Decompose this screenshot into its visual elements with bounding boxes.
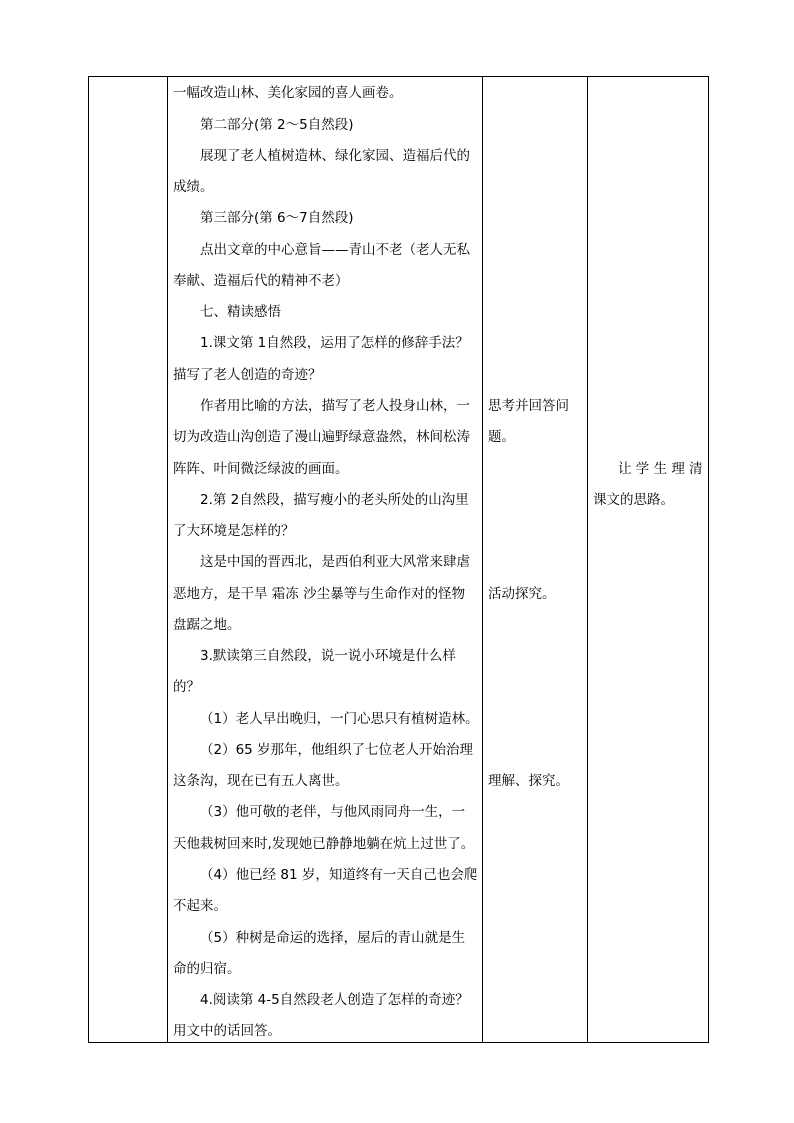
section-heading: 七、精读感悟: [200, 304, 281, 320]
student-activity-cell: [483, 77, 588, 1043]
answer-line: （5）种树是命运的选择，屋后的青山就是生: [200, 930, 466, 946]
content-line: 成绩。: [173, 179, 214, 195]
answer-line: 阵阵、叶间微泛绿波的画面。: [173, 461, 349, 477]
answer-line: （3）他可敬的老伴，与他风雨同舟一生，一: [200, 804, 466, 820]
content-line: 展现了老人植树造林、绿化家园、造福后代的: [200, 148, 470, 164]
answer-line: 这条沟，现在已有五人离世。: [173, 773, 349, 789]
question-line: 2.第 2自然段，描写瘦小的老头所处的山沟里: [200, 492, 469, 508]
question-line: 3.默读第三自然段，说一说小环境是什么样: [200, 648, 456, 664]
table-row: [89, 77, 709, 1043]
answer-line: 天他栽树回来时,发现她已静静地躺在炕上过世了。: [173, 836, 475, 852]
intent-line: 课文的思路。: [593, 492, 674, 508]
question-line: 描写了老人创造的奇迹？: [173, 367, 322, 383]
content-line: 一幅改造山林、美化家园的喜人画卷。: [173, 85, 403, 101]
answer-line: 作者用比喻的方法，描写了老人投身山林，一: [200, 398, 470, 414]
intent-line: 让 学 生 理 清: [618, 461, 703, 477]
answer-line: 不起来。: [173, 898, 227, 914]
content-cell: [168, 77, 483, 1043]
design-intent-cell: [588, 77, 709, 1043]
content-line: 第二部分(第 2～5自然段): [200, 117, 354, 133]
question-line: 了大环境是怎样的？: [173, 523, 295, 539]
content-line: 第三部分(第 6～7自然段): [200, 210, 354, 226]
lesson-plan-table: [88, 76, 709, 1043]
answer-line: 这是中国的晋西北，是西伯利亚大风常来肆虐: [200, 554, 470, 570]
question-line: 用文中的话回答。: [173, 1023, 281, 1039]
content-line: 奉献、造福后代的精神不老）: [173, 273, 349, 289]
answer-line: （2）65 岁那年，他组织了七位老人开始治理: [200, 742, 474, 758]
activity-line: 思考并回答问: [488, 398, 569, 414]
answer-line: 切为改造山沟创造了漫山遍野绿意盎然，林间松涛: [173, 429, 470, 445]
activity-line: 理解、探究。: [488, 773, 569, 789]
blank-cell: [89, 77, 168, 1043]
answer-line: 命的归宿。: [173, 961, 241, 977]
question-line: 4.阅读第 4-5自然段老人创造了怎样的奇迹？: [200, 992, 469, 1008]
activity-line: 活动探究。: [488, 586, 556, 602]
answer-line: （4）他已经 81 岁，知道终有一天自己也会爬: [200, 867, 478, 883]
answer-line: （1）老人早出晚归，一门心思只有植树造林。: [200, 711, 479, 727]
activity-line: 题。: [488, 429, 515, 445]
answer-line: 盘踞之地。: [173, 617, 241, 633]
answer-line: 恶地方，是干旱 霜冻 沙尘暴等与生命作对的怪物: [173, 586, 466, 602]
question-line: 的？: [173, 679, 200, 695]
question-line: 1.课文第 1自然段，运用了怎样的修辞手法？: [200, 335, 469, 351]
content-line: 点出文章的中心意旨——青山不老（老人无私: [200, 242, 470, 258]
